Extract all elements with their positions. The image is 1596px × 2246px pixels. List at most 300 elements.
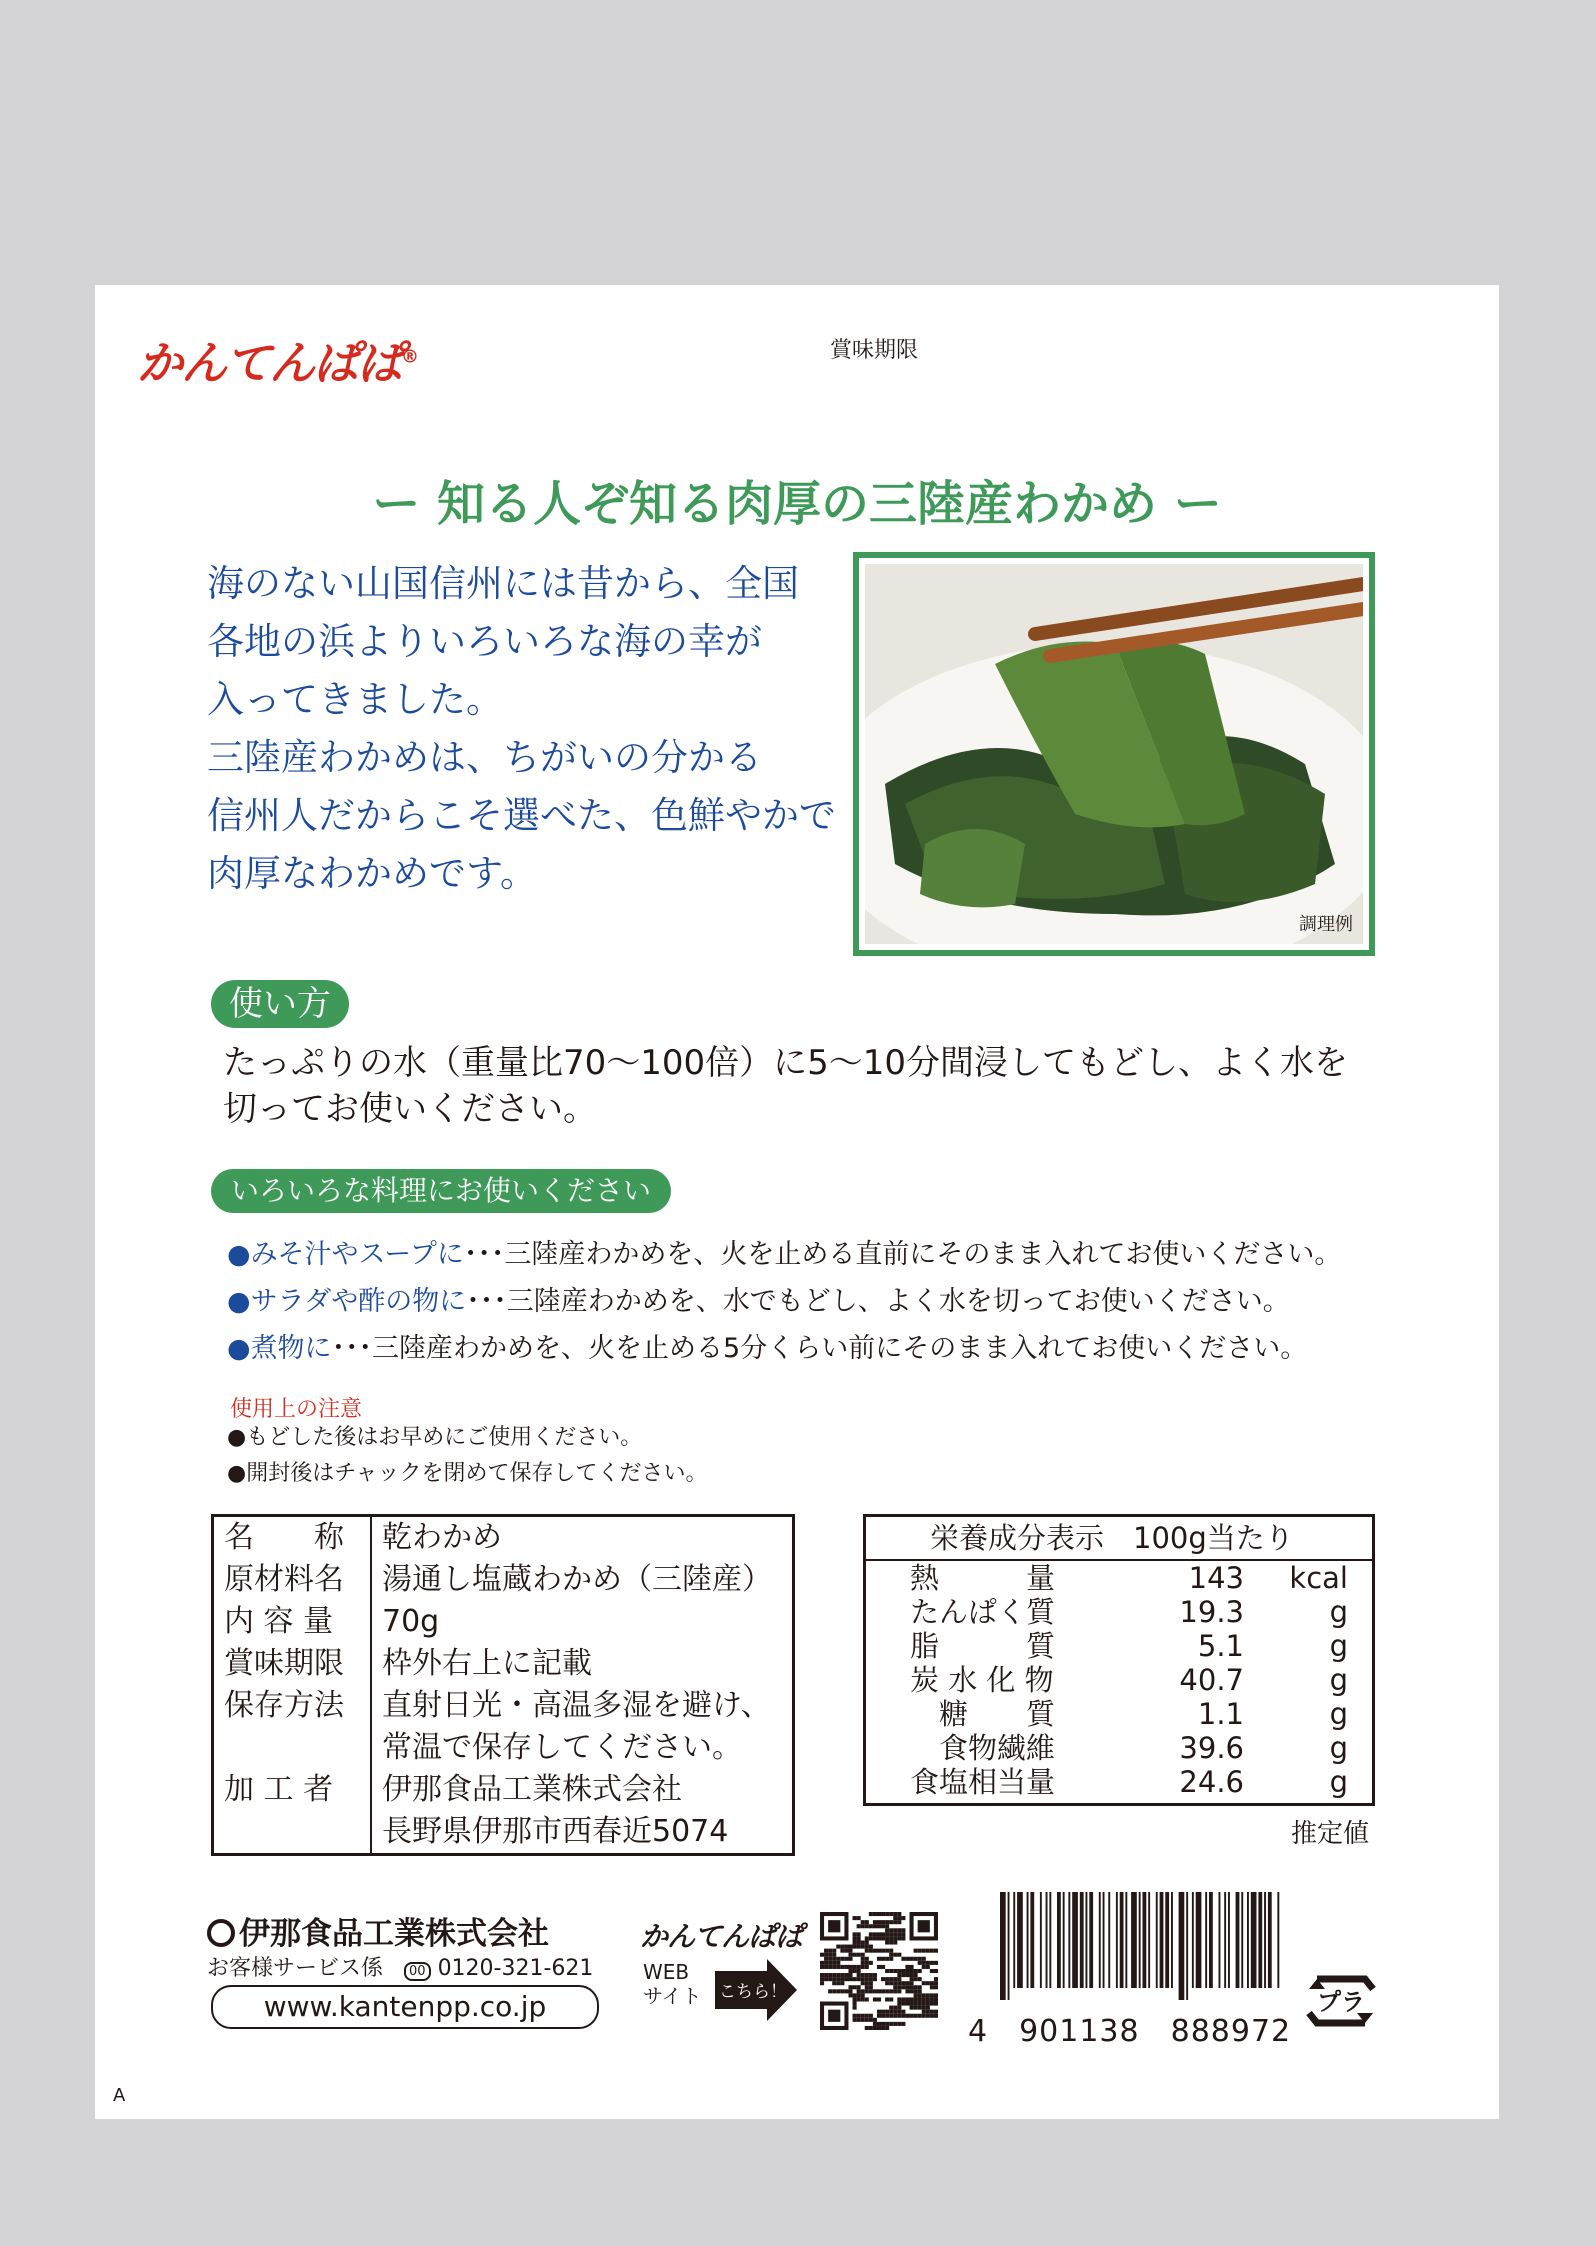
qr-module	[828, 1965, 832, 1969]
qr-module	[910, 1957, 914, 1961]
qr-module	[865, 1940, 869, 1944]
barcode-bar	[1156, 1892, 1158, 1988]
qr-module	[889, 1936, 893, 1940]
qr-module	[857, 1916, 861, 1920]
qr-module	[930, 1997, 934, 2001]
qr-module	[885, 1957, 889, 1961]
qr-module	[914, 1985, 918, 1989]
qr-module	[918, 1997, 922, 2001]
barcode-bar	[1108, 1892, 1110, 1988]
usage-line: 切ってお使いください。	[223, 1089, 597, 1129]
barcode-bar	[1089, 1892, 1093, 1988]
qr-module	[844, 1973, 848, 1977]
qr-module	[857, 1924, 861, 1928]
qr-module	[901, 1997, 905, 2001]
qr-module	[824, 1961, 828, 1965]
qr-module	[848, 1945, 852, 1949]
barcode-bar	[1264, 1892, 1266, 1988]
qr-module	[918, 1993, 922, 1997]
qr-module	[922, 2014, 926, 2018]
qr-module	[873, 1989, 877, 1993]
qr-module	[881, 1989, 885, 1993]
barcode-bar	[1057, 1892, 1061, 1988]
barcode-bar	[1219, 1892, 1221, 1988]
website-url[interactable]: www.kantenpp.co.jp	[211, 1985, 599, 2029]
qr-module	[865, 2014, 869, 2018]
barcode-bar	[1072, 1892, 1078, 1988]
qr-module	[861, 1953, 865, 1957]
qr-module	[832, 1981, 836, 1985]
qr-module	[857, 1993, 861, 1997]
qr-module	[840, 1945, 844, 1949]
qr-module	[901, 2014, 905, 2018]
barcode-bar	[1063, 1892, 1065, 1988]
qr-module	[857, 1940, 861, 1944]
qr-module	[905, 2002, 909, 2006]
qr-module	[885, 1969, 889, 1973]
qr-module	[934, 1949, 938, 1953]
qr-module	[922, 2002, 926, 2006]
dish-item: ●みそ汁やスープに･･･三陸産わかめを、火を止める直前にそのまま入れてお使いください。	[227, 1239, 1342, 1270]
qr-module	[914, 1973, 918, 1977]
qr-module	[905, 1997, 909, 2001]
qr-module	[914, 2002, 918, 2006]
qr-module	[865, 1945, 869, 1949]
qr-module	[881, 1936, 885, 1940]
qr-module	[869, 2014, 873, 2018]
qr-module	[901, 1928, 905, 1932]
barcode-bar	[1251, 1892, 1257, 1988]
qr-module	[885, 1997, 889, 2001]
qr-module	[885, 2010, 889, 2014]
qr-module	[824, 1977, 828, 1981]
qr-module	[897, 2002, 901, 2006]
qr-module	[832, 1965, 836, 1969]
qr-module	[885, 1928, 889, 1932]
qr-module	[840, 1977, 844, 1981]
qr-module	[918, 1985, 922, 1989]
qr-module	[914, 1989, 918, 1993]
qr-module	[934, 1981, 938, 1985]
qr-module	[832, 1961, 836, 1965]
qr-module	[922, 1997, 926, 2001]
qr-module	[861, 1961, 865, 1965]
qr-module	[865, 1936, 869, 1940]
qr-module	[853, 1932, 857, 1936]
qr-module	[885, 1989, 889, 1993]
qr-module	[889, 1920, 893, 1924]
qr-module	[828, 1973, 832, 1977]
qr-module	[865, 1965, 869, 1969]
qr-module	[930, 2014, 934, 2018]
nutrition-row: たんぱく質 19.3 g	[910, 1595, 1348, 1629]
qr-module	[853, 1940, 857, 1944]
qr-module	[844, 1957, 848, 1961]
qr-module	[877, 2026, 881, 2030]
qr-module	[889, 1977, 893, 1981]
qr-module	[853, 2018, 857, 2022]
qr-module	[877, 1936, 881, 1940]
caution-item: ●もどした後はお早めにご使用ください。	[227, 1425, 643, 1450]
qr-module	[857, 1965, 861, 1969]
qr-module	[897, 1981, 901, 1985]
qr-module	[865, 1985, 869, 1989]
qr-module	[828, 1920, 840, 1932]
qr-module	[877, 1924, 881, 1928]
intro-line: 入ってきました。	[207, 678, 503, 721]
qr-module	[877, 1932, 881, 1936]
qr-module	[869, 1912, 873, 1916]
qr-module	[877, 1965, 881, 1969]
barcode-bar	[1205, 1892, 1207, 1988]
qr-module	[877, 2014, 881, 2018]
qr-module	[853, 1953, 857, 1957]
barcode-bar	[1017, 1892, 1023, 1988]
qr-module	[930, 1949, 934, 1953]
qr-module	[861, 1940, 865, 1944]
qr-module	[914, 2014, 918, 2018]
intro-line: 信州人だからこそ選べた、色鮮やかで	[207, 794, 836, 837]
photo-caption: 調理例	[1299, 914, 1353, 935]
qr-module	[897, 2010, 901, 2014]
qr-module	[910, 1977, 914, 1981]
qr-module	[848, 1993, 852, 1997]
qr-module	[828, 1957, 832, 1961]
qr-module	[930, 1993, 934, 1997]
qr-module	[848, 1985, 852, 1989]
qr-module	[885, 1936, 889, 1940]
qr-module	[873, 1924, 877, 1928]
qr-module	[889, 2006, 893, 2010]
qr-module	[869, 2018, 873, 2022]
qr-module	[881, 1924, 885, 1928]
qr-module	[893, 1989, 897, 1993]
qr-module	[910, 1989, 914, 1993]
qr-module	[873, 1977, 877, 1981]
qr-module	[914, 1997, 918, 2001]
qr-module	[926, 1961, 930, 1965]
qr-module	[934, 2010, 938, 2014]
qr-module	[836, 1965, 840, 1969]
qr-module	[881, 2010, 885, 2014]
qr-module	[897, 1977, 901, 1981]
company-logo: 伊那食品工業株式会社	[207, 1908, 549, 1953]
qr-module	[889, 1989, 893, 1993]
qr-module	[865, 1949, 869, 1953]
qr-module	[897, 2006, 901, 2010]
barcode-bar	[1013, 1892, 1015, 1988]
qr-code-icon[interactable]	[820, 1912, 938, 2030]
qr-module	[848, 1969, 852, 1973]
barcode-bar	[1086, 1892, 1088, 1988]
nutrition-row: 脂 質 5.1 g	[910, 1629, 1348, 1663]
qr-module	[840, 1957, 844, 1961]
qr-module	[861, 1924, 865, 1928]
qr-module	[844, 1989, 848, 1993]
barcode-bar	[1160, 1892, 1164, 1988]
qr-module	[897, 1969, 901, 1973]
qr-module	[910, 1985, 914, 1989]
qr-module	[897, 1928, 901, 1932]
recycle-pla-icon	[1303, 1965, 1379, 2037]
qr-module	[910, 2006, 914, 2010]
qr-module	[934, 1969, 938, 1973]
qr-module	[877, 1989, 881, 1993]
qr-module	[853, 2006, 857, 2010]
qr-module	[877, 1920, 881, 1924]
caution-title: 使用上の注意	[230, 1397, 363, 1422]
qr-module	[893, 2006, 897, 2010]
headline: ー 知る人ぞ知る肉厚の三陸産わかめ ー	[372, 476, 1222, 532]
qr-module	[897, 1916, 901, 1920]
nutrition-table	[863, 1514, 1375, 1806]
qr-module	[934, 1985, 938, 1989]
qr-module	[889, 1957, 893, 1961]
barcode-bar	[1224, 1892, 1226, 1988]
qr-module	[930, 2002, 934, 2006]
qr-module	[824, 1973, 828, 1977]
qr-module	[836, 1961, 840, 1965]
corner-mark: A	[113, 2085, 126, 2106]
dishes-title-badge: いろいろな料理にお使いください	[211, 1169, 671, 1213]
qr-module	[897, 1997, 901, 2001]
qr-module	[840, 1981, 844, 1985]
qr-module	[861, 1957, 865, 1961]
qr-module	[893, 1928, 897, 1932]
qr-module	[926, 2006, 930, 2010]
barcode-icon	[998, 1892, 1283, 2000]
qr-module	[869, 1973, 873, 1977]
qr-module	[853, 2002, 857, 2006]
qr-module	[922, 1961, 926, 1965]
qr-module	[869, 1961, 873, 1965]
qr-module	[918, 2006, 922, 2010]
qr-module	[910, 2002, 914, 2006]
qr-module	[869, 1981, 873, 1985]
qr-module	[853, 1945, 857, 1949]
barcode-bar	[1131, 1892, 1137, 1988]
nutrition-title: 栄養成分表示 100g当たり	[866, 1517, 1372, 1561]
qr-module	[873, 1912, 877, 1916]
qr-module	[848, 1977, 852, 1981]
caution-item: ●開封後はチャックを閉めて保存してください。	[227, 1461, 708, 1486]
usage-text	[223, 1040, 1393, 1132]
qr-module	[820, 1953, 824, 1957]
qr-module	[877, 1957, 881, 1961]
qr-module	[893, 2022, 897, 2026]
qr-module	[824, 1949, 828, 1953]
barcode-bar	[1241, 1892, 1243, 1988]
qr-module	[889, 1932, 893, 1936]
web-brand-logo: かんてんぱぱ	[640, 1920, 803, 1953]
qr-module	[840, 1949, 844, 1953]
qr-module	[857, 1985, 861, 1989]
barcode-bar	[1179, 1892, 1185, 2000]
qr-module	[881, 1949, 885, 1953]
barcode-bar	[1186, 1892, 1188, 2000]
barcode-bar	[1099, 1892, 1101, 1988]
qr-module	[897, 1932, 901, 1936]
qr-module	[865, 1997, 869, 2001]
qr-module	[848, 1949, 852, 1953]
barcode-bar	[1143, 1892, 1147, 1988]
qr-module	[881, 2014, 885, 2018]
qr-module	[857, 1977, 861, 1981]
qr-module	[828, 1949, 832, 1953]
qr-module	[832, 1977, 836, 1981]
qr-module	[824, 1965, 828, 1969]
barcode-bar	[1268, 1892, 1272, 1988]
qr-module	[844, 1977, 848, 1981]
qr-module	[905, 1957, 909, 1961]
qr-module	[914, 1969, 918, 1973]
qr-module	[918, 1961, 922, 1965]
qr-module	[901, 1957, 905, 1961]
qr-module	[910, 1973, 914, 1977]
qr-module	[926, 1949, 930, 1953]
qr-module	[861, 2014, 865, 2018]
barcode-bar	[1008, 1892, 1010, 2000]
barcode-bar	[1120, 1892, 1124, 1988]
intro-line: 肉厚なわかめです。	[207, 852, 538, 895]
barcode-bar	[1171, 1892, 1173, 1988]
intro-line: 三陸産わかめは、ちがいの分かる	[207, 736, 762, 779]
barcode-bar	[1139, 1892, 1141, 1988]
barcode-bar	[1192, 1892, 1194, 1988]
qr-module	[922, 2006, 926, 2010]
qr-module	[881, 1932, 885, 1936]
qr-module	[857, 1932, 861, 1936]
qr-module	[832, 1949, 836, 1953]
qr-module	[881, 2026, 885, 2030]
qr-module	[905, 1985, 909, 1989]
qr-module	[853, 1916, 857, 1920]
qr-module	[893, 1985, 897, 1989]
barcode-bar	[1103, 1892, 1105, 1988]
qr-module	[905, 1965, 909, 1969]
qr-module	[926, 2002, 930, 2006]
qr-module	[881, 2022, 885, 2026]
qr-module	[885, 1981, 889, 1985]
qr-module	[914, 1957, 918, 1961]
qr-module	[889, 2014, 893, 2018]
qr-module	[922, 1981, 926, 1985]
qr-module	[848, 1965, 852, 1969]
barcode-bar	[1247, 1892, 1249, 1988]
qr-module	[861, 1973, 865, 1977]
dish-item: ●サラダや酢の物に･･･三陸産わかめを、水でもどし、よく水を切ってお使いください。	[227, 1286, 1290, 1317]
qr-module	[889, 1949, 893, 1953]
expiry-label: 賞味期限	[830, 338, 919, 363]
qr-module	[881, 1957, 885, 1961]
qr-module	[820, 1961, 824, 1965]
nutrition-row: 糖 質 1.1 g	[910, 1697, 1348, 1731]
qr-module	[897, 1985, 901, 1989]
qr-module	[905, 2014, 909, 2018]
qr-module	[914, 2006, 918, 2010]
nutrition-row: 炭 水 化 物 40.7 g	[910, 1663, 1348, 1697]
qr-module	[853, 1965, 857, 1969]
qr-module	[820, 1973, 824, 1977]
qr-module	[885, 1977, 889, 1981]
qr-module	[922, 1949, 926, 1953]
qr-module	[877, 2022, 881, 2026]
qr-module	[848, 1973, 852, 1977]
qr-module	[853, 1936, 857, 1940]
qr-module	[865, 1981, 869, 1985]
qr-module	[865, 1957, 869, 1961]
qr-module	[844, 1945, 848, 1949]
qr-module	[893, 1940, 897, 1944]
qr-module	[873, 1936, 877, 1940]
qr-module	[832, 1957, 836, 1961]
qr-module	[861, 1965, 865, 1969]
qr-module	[893, 1953, 897, 1957]
qr-module	[824, 1957, 828, 1961]
qr-module	[877, 2010, 881, 2014]
qr-module	[918, 1920, 930, 1932]
qr-module	[934, 2014, 938, 2018]
spec-row: 賞味期限 枠外右上に記載	[213, 1643, 794, 1685]
barcode-bar	[1030, 1892, 1034, 1988]
qr-module	[873, 1920, 877, 1924]
qr-module	[832, 1953, 836, 1957]
qr-module	[901, 2022, 905, 2026]
qr-module	[910, 2014, 914, 2018]
qr-module	[889, 1997, 893, 2001]
qr-module	[926, 1997, 930, 2001]
barcode-number: 4 901138 888972	[968, 2014, 1292, 2049]
qr-module	[857, 1997, 861, 2001]
qr-module	[836, 1981, 840, 1985]
qr-module	[930, 1961, 934, 1965]
qr-module	[865, 1961, 869, 1965]
qr-module	[840, 1973, 844, 1977]
qr-module	[861, 1920, 865, 1924]
qr-module	[926, 1993, 930, 1997]
qr-module	[905, 1973, 909, 1977]
qr-module	[857, 2018, 861, 2022]
qr-module	[869, 1932, 873, 1936]
qr-module	[857, 1989, 861, 1993]
qr-module	[905, 1989, 909, 1993]
barcode-bar	[1027, 1892, 1029, 1988]
qr-module	[844, 1949, 848, 1953]
qr-module	[889, 1969, 893, 1973]
qr-module	[828, 1961, 832, 1965]
qr-module	[865, 1989, 869, 1993]
qr-module	[828, 2010, 840, 2022]
qr-module	[885, 1912, 889, 1916]
brand-logo: かんてんぱぱ®	[137, 336, 417, 390]
qr-module	[926, 2014, 930, 2018]
qr-module	[869, 1989, 873, 1993]
qr-module	[857, 2014, 861, 2018]
barcode-bar	[1209, 1892, 1213, 1988]
qr-module	[853, 1993, 857, 1997]
qr-module	[901, 1981, 905, 1985]
qr-module	[853, 1977, 857, 1981]
barcode-bar	[1228, 1892, 1230, 1988]
qr-module	[853, 1997, 857, 2001]
intro-line: 海のない山国信州には昔から、全国	[207, 562, 799, 605]
customer-service: お客様サービス係 00 0120-321-621	[207, 1956, 594, 1981]
qr-module	[836, 1989, 840, 1993]
qr-module	[869, 1977, 873, 1981]
qr-module	[828, 1953, 832, 1957]
qr-module	[873, 2026, 877, 2030]
qr-module	[897, 2014, 901, 2018]
